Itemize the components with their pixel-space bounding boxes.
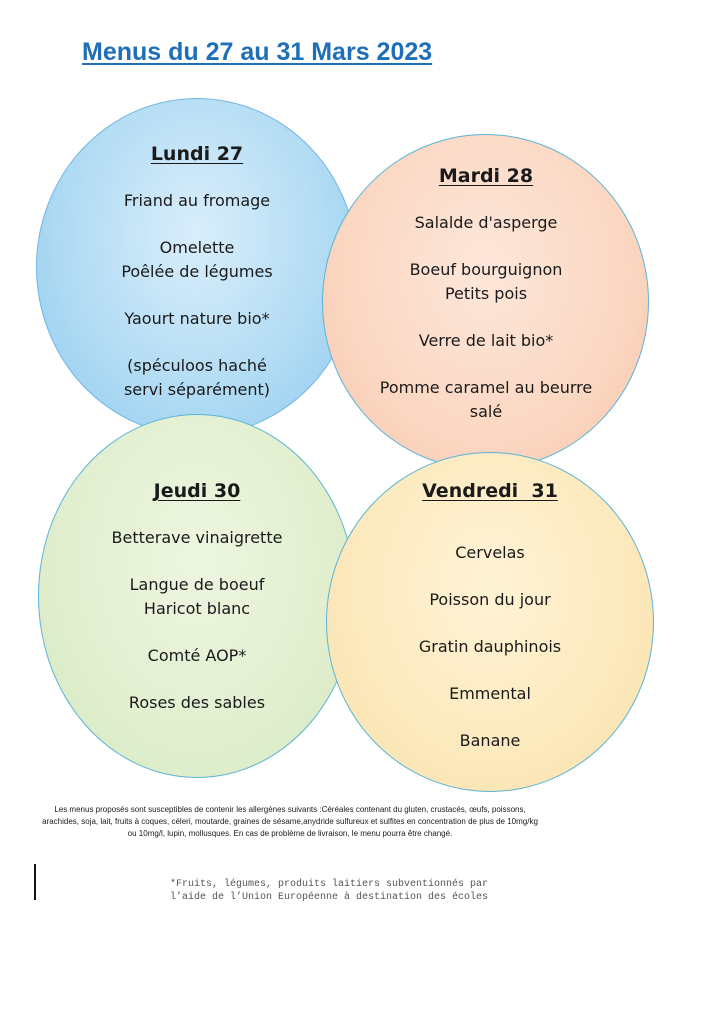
- menu-item: Salalde d'asperge: [414, 213, 558, 232]
- menu-item: (spéculoos haché: [127, 356, 267, 375]
- menu-item: Langue de boeuf: [129, 575, 265, 594]
- day-title-lundi: Lundi 27: [150, 143, 244, 165]
- day-title-vendredi: Vendredi 31: [422, 480, 558, 502]
- menu-item: Comté AOP*: [147, 646, 247, 665]
- page-title: Menus du 27 au 31 Mars 2023: [82, 38, 433, 66]
- menu-lundi: [47, 142, 347, 402]
- menu-mardi: [336, 164, 636, 424]
- menu-item: Poisson du jour: [429, 590, 551, 609]
- menu-item: Verre de lait bio*: [418, 331, 554, 350]
- menu-item: Roses des sables: [128, 693, 266, 712]
- menu-item: Yaourt nature bio*: [124, 309, 270, 328]
- menu-item: Haricot blanc: [143, 599, 251, 618]
- menu-item: servi séparément): [123, 380, 271, 399]
- menu-item: Gratin dauphinois: [418, 637, 562, 656]
- menu-item: Cervelas: [455, 543, 525, 562]
- menu-item: Petits pois: [444, 284, 528, 303]
- eu-note-line: *Fruits, légumes, produits laitiers subventionnés par: [170, 879, 489, 890]
- text-cursor-bar: [34, 864, 36, 900]
- menu-item: salé: [469, 402, 503, 421]
- menu-jeudi: [47, 479, 347, 715]
- menu-item: Boeuf bourguignon: [409, 260, 563, 279]
- menu-item: Omelette: [159, 238, 235, 257]
- menu-item: Banane: [459, 731, 521, 750]
- menu-item: Pomme caramel au beurre: [379, 378, 593, 397]
- menu-vendredi: [340, 479, 640, 753]
- menu-item: Betterave vinaigrette: [111, 528, 283, 547]
- menu-item: Emmental: [449, 684, 531, 703]
- day-title-mardi: Mardi 28: [438, 165, 534, 187]
- menu-item: Poêlée de légumes: [121, 262, 273, 281]
- day-title-jeudi: Jeudi 30: [153, 480, 241, 502]
- allergen-notice: Les menus proposés sont susceptibles de contenir les allergènes suivants :Céréales contenant du gluten, crustacés, œufs, poissons, arachides, soja, lait, fruits à coques, céleri, moutarde, graines de sésame,anydride sulfureux et sulfites en concentration de plus de 10mg/kg ou 10mg/l, lupin, mollusques. En cas de problème de livraison, le menu pourra être changé.: [42, 805, 538, 838]
- eu-note-line: l’aide de l’Union Européenne à destination des écoles: [170, 892, 489, 903]
- menu-item: Friand au fromage: [123, 191, 271, 210]
- eu-subsidy-note: [170, 878, 530, 904]
